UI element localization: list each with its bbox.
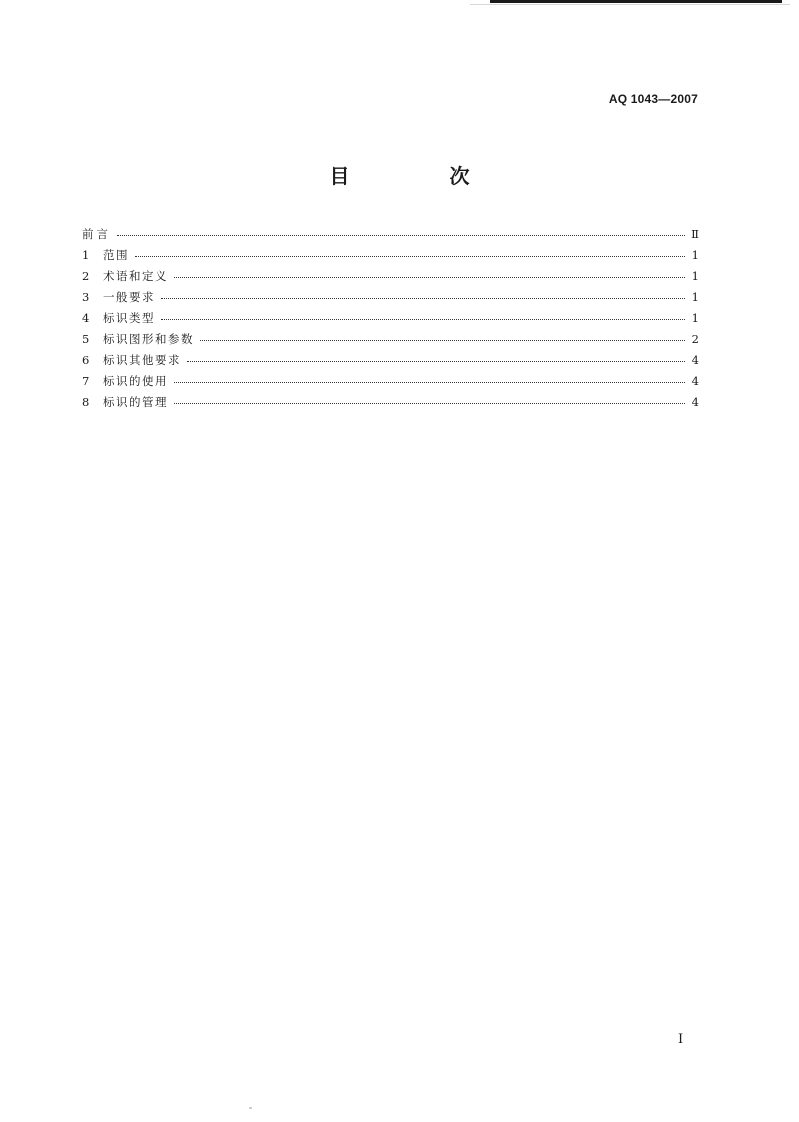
toc-leader-dots (174, 382, 685, 383)
toc-entry-page: 1 (691, 248, 699, 262)
toc-leader-dots (117, 235, 685, 236)
toc-entry-label: 标识类型 (103, 311, 155, 325)
toc-leader-dots (174, 277, 685, 278)
toc-leader-dots (135, 256, 685, 257)
toc-entry-label: 标识的使用 (103, 374, 168, 388)
toc-title: 目 次 (329, 164, 510, 188)
toc-entry-page: Ⅱ (691, 227, 699, 241)
toc-entry-label: 前言 (82, 227, 111, 241)
toc-entry-page: 1 (691, 311, 699, 325)
toc-entry-label: 范围 (103, 248, 129, 262)
toc-entry-page: 1 (691, 290, 699, 304)
toc-entry-graphics-parameters[interactable] (82, 329, 699, 350)
toc-entry-management[interactable] (82, 392, 699, 413)
toc-entry-number: 8 (82, 395, 90, 409)
toc-entry-usage[interactable] (82, 371, 699, 392)
toc-entry-scope[interactable] (82, 245, 699, 266)
toc-entry-page: 4 (691, 395, 699, 409)
standard-code: AQ 1043—2007 (608, 92, 698, 106)
toc-entry-label: 标识其他要求 (103, 353, 181, 367)
toc-entry-page: 2 (691, 332, 699, 346)
toc-entry-number: 4 (82, 311, 90, 325)
toc-leader-dots (174, 403, 685, 404)
toc-entry-sign-types[interactable] (82, 308, 699, 329)
toc-entry-number: 6 (82, 353, 90, 367)
toc-entry-number: 5 (82, 332, 90, 346)
toc-leader-dots (161, 298, 685, 299)
toc-entry-number: 3 (82, 290, 90, 304)
toc-entry-other-requirements[interactable] (82, 350, 699, 371)
top-rule-shadow (470, 4, 790, 5)
top-rule (490, 0, 782, 3)
table-of-contents (82, 224, 699, 413)
toc-entry-label: 一般要求 (103, 290, 155, 304)
toc-entry-page: 4 (691, 353, 699, 367)
toc-entry-number: 1 (82, 248, 90, 262)
toc-entry-foreword[interactable] (82, 224, 699, 245)
toc-entry-general-requirements[interactable] (82, 287, 699, 308)
toc-entry-label: 标识的管理 (103, 395, 168, 409)
toc-entry-number: 7 (82, 374, 90, 388)
page-number: I (678, 1032, 684, 1047)
toc-leader-dots (187, 361, 685, 362)
toc-entry-terms[interactable] (82, 266, 699, 287)
toc-leader-dots (200, 340, 685, 341)
toc-entry-page: 4 (691, 374, 699, 388)
toc-entry-label: 术语和定义 (103, 269, 168, 283)
toc-leader-dots (161, 319, 685, 320)
toc-entry-label: 标识图形和参数 (103, 332, 194, 346)
toc-entry-number: 2 (82, 269, 90, 283)
scan-speck (249, 1107, 252, 1109)
toc-entry-page: 1 (691, 269, 699, 283)
